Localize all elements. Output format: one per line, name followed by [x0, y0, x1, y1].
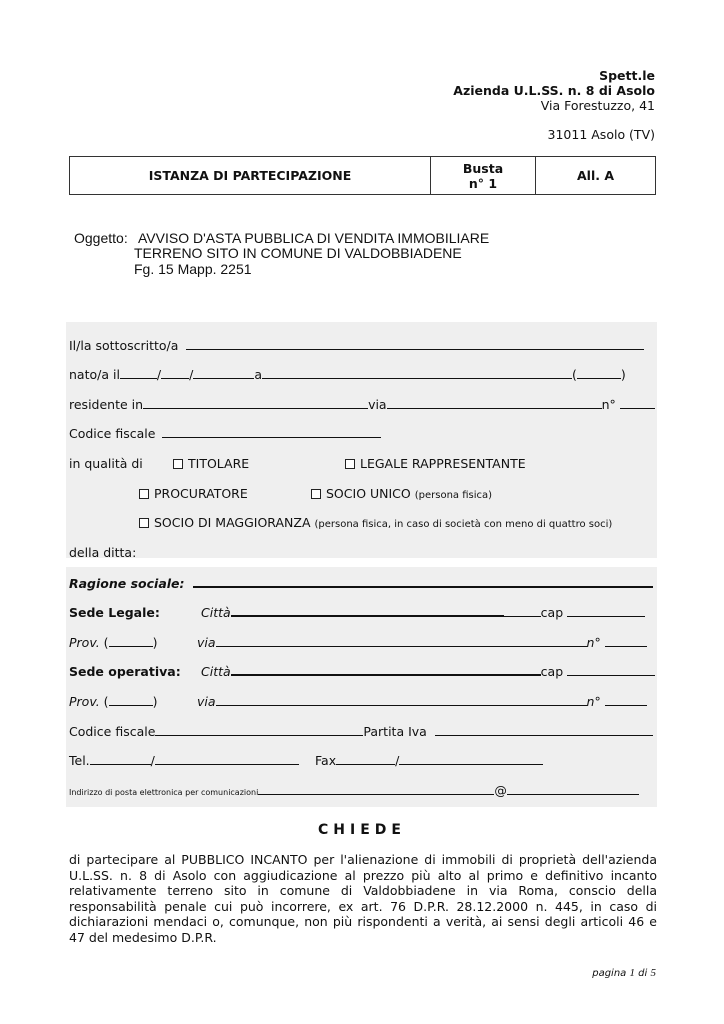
socio-unico-note: (persona fisica)	[414, 490, 493, 501]
birthplace-label: a	[254, 367, 263, 382]
checkbox-socio-maggioranza[interactable]	[139, 518, 149, 528]
checkbox-socio-unico[interactable]	[311, 489, 321, 499]
residence-number-field[interactable]	[620, 397, 655, 409]
citta-label: Città	[201, 605, 231, 620]
option-socio-unico[interactable]	[311, 486, 492, 503]
sede-operativa-cap-field[interactable]	[567, 664, 655, 676]
option-procuratore[interactable]	[139, 486, 248, 501]
sede-operativa-label	[69, 664, 181, 679]
sede-legale-via-field[interactable]	[216, 635, 587, 647]
option-legale[interactable]	[345, 456, 526, 471]
codice-fiscale-field[interactable]	[162, 426, 381, 438]
paren-close: )	[152, 694, 158, 709]
titolare-label: TITOLARE	[188, 456, 250, 471]
codice-fiscale-label: Codice fiscale	[69, 426, 156, 441]
sede-operativa-numero-field[interactable]	[605, 694, 647, 706]
header-title: ISTANZA DI PARTECIPAZIONE	[70, 157, 431, 195]
header-allegato: All. A	[536, 157, 656, 195]
via-label: via	[368, 397, 387, 412]
row-ragione-sociale	[69, 576, 653, 591]
footer-pagina: pagina	[592, 968, 627, 979]
birthplace-field[interactable]	[262, 367, 572, 379]
email-label: Indirizzo di posta elettronica per comunicazioni	[69, 788, 259, 797]
via-label: via	[197, 694, 216, 709]
socio-unico-label: SOCIO UNICO	[326, 486, 411, 501]
option-titolare[interactable]	[173, 456, 249, 471]
sede-legale-numero-field[interactable]	[605, 635, 647, 647]
body-paragraph: di partecipare al PUBBLICO INCANTO per l'alienazione di immobili di proprietà dell'azienda U.L.SS. n. 8 di Asolo con aggiudicazione al prezzo più alto al primo e definitivo incanto relativamente terreno sito in comune di Valdobbiadene in via Roma, conscio della responsabilità penale cui può incorrere, ex art. 76 D.P.R. 28.12.2000 n. 445, in caso di dichiarazioni mendaci o, comunque, non più rispondenti a verità, ai sensi degli articoli 46 e 47 del medesimo D.P.R.	[69, 852, 657, 945]
numero-label: n°	[586, 635, 601, 650]
prov-label: Prov.	[69, 694, 100, 709]
sede-legale-extra-field[interactable]	[504, 605, 541, 617]
birth-province-field[interactable]	[577, 367, 621, 379]
option-socio-maggioranza[interactable]	[139, 515, 612, 532]
paren-open: (	[103, 694, 109, 709]
via-label: via	[197, 635, 216, 650]
footer-page-total: 5	[650, 967, 656, 979]
sottoscritto-field[interactable]	[186, 338, 644, 350]
ditta-label: della ditta:	[69, 545, 137, 560]
residente-label: residente in	[69, 397, 144, 412]
procuratore-label: PROCURATORE	[154, 486, 248, 501]
numero-label: n°	[586, 694, 601, 709]
sede-legale-label	[69, 605, 160, 620]
socio-maggioranza-label: SOCIO DI MAGGIORANZA	[154, 515, 311, 530]
busta-label: Busta	[462, 160, 504, 176]
numero-label: n°	[601, 397, 616, 412]
row-contacts	[69, 753, 299, 768]
residence-street-field[interactable]	[387, 397, 602, 409]
sede-operativa-prov-field[interactable]	[109, 694, 153, 706]
header-table	[69, 156, 656, 195]
footer-page-number: 1	[629, 967, 635, 979]
sede-legale-prov-field[interactable]	[109, 635, 153, 647]
subject-label: Oggetto:	[74, 230, 128, 246]
row-residente	[69, 397, 655, 412]
fax-prefix-field[interactable]	[336, 753, 395, 765]
ragione-sociale-field[interactable]	[193, 576, 653, 588]
tel-label: Tel.	[69, 753, 90, 768]
tel-slash: /	[150, 753, 155, 768]
prov-label: Prov.	[69, 635, 100, 650]
row-sede-operativa	[201, 664, 655, 679]
fax-slash: /	[395, 753, 400, 768]
recipient-street: Via Forestuzzo, 41	[540, 98, 655, 113]
row-sottoscritto	[69, 338, 644, 353]
sede-operativa-via-field[interactable]	[216, 694, 587, 706]
busta-number: n° 1	[468, 175, 498, 191]
at-sign: @	[494, 783, 507, 798]
recipient-name: Azienda U.L.SS. n. 8 di Asolo	[453, 83, 655, 98]
recipient-salutation: Spett.le	[599, 68, 655, 83]
email-domain-field[interactable]	[507, 783, 639, 795]
row-email	[69, 783, 639, 800]
row-legale-via	[197, 635, 647, 650]
checkbox-procuratore[interactable]	[139, 489, 149, 499]
subject-line-1: AVVISO D'ASTA PUBBLICA DI VENDITA IMMOBILIARE	[138, 230, 490, 246]
company-codice-fiscale-field[interactable]	[155, 724, 363, 736]
partita-iva-field[interactable]	[435, 724, 653, 736]
row-operativa-prov	[69, 694, 157, 709]
fax-label: Fax	[315, 753, 337, 768]
footer-di: di	[638, 968, 648, 979]
row-fiscal	[69, 724, 653, 739]
row-sede-legale	[201, 605, 645, 620]
birth-month-field[interactable]	[161, 367, 189, 379]
sede-legale-text: Sede Legale:	[69, 605, 160, 620]
paren-open: (	[572, 367, 577, 382]
birth-day-field[interactable]	[120, 367, 157, 379]
nato-label: nato/a il	[69, 367, 120, 382]
chiede-heading: CHIEDE	[318, 822, 406, 838]
paren-close: )	[620, 367, 626, 382]
recipient-city: 31011 Asolo (TV)	[547, 127, 655, 142]
tel-prefix-field[interactable]	[90, 753, 151, 765]
date-slash: /	[189, 367, 194, 382]
row-codice-fiscale	[69, 426, 381, 441]
row-fax	[315, 753, 543, 768]
row-operativa-via	[197, 694, 647, 709]
row-legale-prov	[69, 635, 157, 650]
subject-line-2: TERRENO SITO IN COMUNE DI VALDOBBIADENE	[134, 245, 462, 261]
sede-operativa-text: Sede operativa:	[69, 664, 181, 679]
partita-iva-label: Partita Iva	[363, 724, 427, 739]
socio-maggioranza-note: (persona fisica, in caso di società con meno di quattro soci)	[314, 519, 613, 530]
page-footer	[592, 967, 656, 979]
tel-number-field[interactable]	[155, 753, 299, 765]
birth-year-field[interactable]	[193, 367, 254, 379]
header-busta	[431, 157, 536, 195]
sottoscritto-label: Il/la sottoscritto/a	[69, 338, 179, 353]
subject-line-3: Fg. 15 Mapp. 2251	[134, 261, 252, 277]
qualita-label: in qualità di	[69, 456, 143, 471]
legale-label: LEGALE RAPPRESENTANTE	[360, 456, 526, 471]
codice-fiscale-label: Codice fiscale	[69, 724, 156, 739]
sede-operativa-citta-field[interactable]	[231, 664, 541, 676]
row-nato	[69, 367, 626, 382]
checkbox-legale[interactable]	[345, 459, 355, 469]
company-data-panel	[66, 567, 657, 807]
fax-number-field[interactable]	[399, 753, 543, 765]
checkbox-titolare[interactable]	[173, 459, 183, 469]
sede-legale-citta-field[interactable]	[231, 605, 504, 617]
paren-close: )	[152, 635, 158, 650]
residence-city-field[interactable]	[143, 397, 368, 409]
cap-label: cap	[540, 664, 564, 679]
citta-label: Città	[201, 664, 231, 679]
date-slash: /	[156, 367, 162, 382]
ragione-sociale-label: Ragione sociale:	[69, 576, 185, 591]
sede-legale-cap-field[interactable]	[567, 605, 645, 617]
cap-label: cap	[540, 605, 564, 620]
paren-open: (	[103, 635, 109, 650]
email-user-field[interactable]	[258, 783, 494, 795]
